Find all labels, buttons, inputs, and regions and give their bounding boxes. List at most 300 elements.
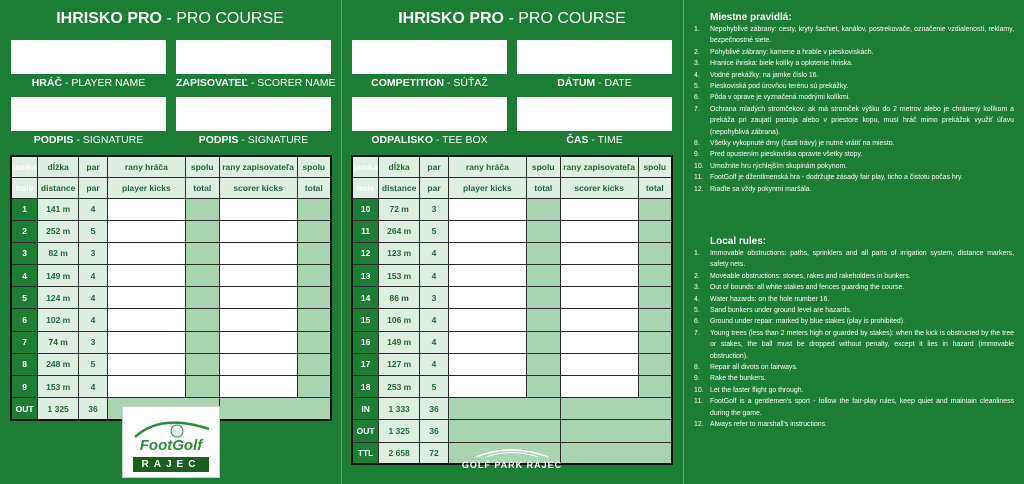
rule-item (694, 294, 1014, 305)
player-kicks-cell[interactable] (107, 309, 185, 331)
column-header: player kicks (107, 177, 185, 198)
rule-number: 8. (694, 364, 700, 372)
rule-number: 9. (694, 151, 700, 159)
totals-par: 36 (420, 420, 449, 442)
player-kicks-cell[interactable] (107, 353, 185, 375)
column-header: rany hráča (107, 156, 185, 177)
hole-row (352, 376, 672, 398)
rule-item (694, 184, 1014, 195)
golf-park-rajec-brand (342, 446, 682, 470)
hole-number: 15 (352, 309, 379, 331)
hole-par: 4 (420, 353, 449, 375)
rule-text: Pred opustením pieskoviska opravte všetky stopy. (710, 151, 863, 159)
course-title: IHRISKO PRO - PRO COURSE (56, 10, 284, 27)
table-header-row (352, 156, 672, 177)
scorer-total-cell[interactable] (638, 265, 672, 287)
totals-row (352, 420, 672, 442)
column-header: total (185, 177, 219, 198)
table-header-row (11, 156, 331, 177)
hole-distance: 74 m (38, 331, 79, 353)
rule-item (694, 24, 1014, 47)
totals-par: 36 (420, 398, 449, 420)
totals-distance: 2 658 (379, 442, 420, 464)
player-kicks-cell[interactable] (448, 220, 526, 242)
rule-number: 7. (694, 329, 700, 337)
column-header: dĺžka (379, 156, 420, 177)
player-kicks-cell[interactable] (448, 265, 526, 287)
rule-item (694, 305, 1014, 316)
hole-distance: 127 m (379, 353, 420, 375)
scorer-total-cell[interactable] (297, 353, 331, 375)
player-total-cell[interactable] (526, 265, 560, 287)
rule-number: 11. (694, 398, 704, 406)
hole-distance: 248 m (38, 353, 79, 375)
rule-item (694, 385, 1014, 396)
hole-par: 4 (420, 309, 449, 331)
hole-distance: 72 m (379, 198, 420, 220)
player-total-cell[interactable] (526, 220, 560, 242)
player-total-cell[interactable] (526, 242, 560, 264)
rule-item (694, 104, 1014, 138)
rule-number: 7. (694, 105, 700, 113)
player-signature-field[interactable] (11, 97, 166, 131)
hole-row (11, 198, 331, 220)
column-header: rany zapisovateľa (219, 156, 297, 177)
player-total-cell[interactable] (185, 220, 219, 242)
hole-row (11, 265, 331, 287)
column-header: spolu (638, 156, 672, 177)
scorer-kicks-cell[interactable] (219, 198, 297, 220)
rule-number: 4. (694, 295, 700, 303)
column-header: spolu (297, 156, 331, 177)
hole-par: 4 (420, 331, 449, 353)
player-total-cell[interactable] (526, 331, 560, 353)
totals-row (352, 398, 672, 420)
hole-row (11, 331, 331, 353)
scorer-total-cell[interactable] (638, 242, 672, 264)
rule-number: 10. (694, 386, 704, 394)
scorer-kicks-cell[interactable] (219, 353, 297, 375)
hole-row (352, 287, 672, 309)
player-total-cell[interactable] (526, 353, 560, 375)
player-total-cell[interactable] (526, 287, 560, 309)
scorer-total-cell[interactable] (638, 376, 672, 398)
column-header: dĺžka (38, 156, 79, 177)
rule-item (694, 316, 1014, 327)
scorer-kicks-cell[interactable] (219, 220, 297, 242)
scorer-total-cell[interactable] (297, 331, 331, 353)
hole-row (352, 198, 672, 220)
player-kicks-cell[interactable] (107, 198, 185, 220)
hole-row (11, 242, 331, 264)
totals-distance: 1 333 (379, 398, 420, 420)
scorer-kicks-cell[interactable] (560, 309, 638, 331)
player-kicks-cell[interactable] (107, 376, 185, 398)
rule-number: 1. (694, 26, 700, 33)
date-field[interactable] (517, 40, 672, 74)
scorer-kicks-cell[interactable] (219, 331, 297, 353)
tee-box-label: ODPALISKO - TEE BOX (371, 134, 488, 146)
hole-row (11, 220, 331, 242)
hole-row (352, 331, 672, 353)
rule-number: 6. (694, 94, 700, 102)
hole-row (11, 353, 331, 375)
player-kicks-cell[interactable] (448, 242, 526, 264)
rule-item (694, 419, 1014, 430)
totals-distance: 1 325 (379, 420, 420, 442)
player-total-cell[interactable] (526, 309, 560, 331)
player-total-cell[interactable] (526, 376, 560, 398)
hole-row (352, 265, 672, 287)
scorer-total-cell[interactable] (638, 331, 672, 353)
hole-distance: 153 m (379, 265, 420, 287)
hole-number: 12 (352, 242, 379, 264)
scorer-total-cell[interactable] (297, 265, 331, 287)
hole-distance: 264 m (379, 220, 420, 242)
rule-number: 6. (694, 318, 700, 326)
hole-par: 5 (420, 376, 449, 398)
scorer-totals-cell[interactable] (560, 420, 672, 442)
rule-text: Vodné prekážky: na jamke číslo 16. (710, 71, 819, 79)
player-total-cell[interactable] (526, 198, 560, 220)
rule-text: Moveable obstructions: stones, rakes and rakeholders in bunkers. (710, 272, 911, 280)
hole-par: 3 (420, 198, 449, 220)
column-header: scorer kicks (560, 177, 638, 198)
local-rules-en-list (694, 248, 1014, 431)
hole-distance: 124 m (38, 287, 79, 309)
time-label: ČAS - TIME (566, 134, 623, 146)
rule-item (694, 282, 1014, 293)
rule-item (694, 47, 1014, 58)
scorer-kicks-cell[interactable] (219, 309, 297, 331)
totals-label: IN (352, 398, 379, 420)
course-title: IHRISKO PRO - PRO COURSE (398, 10, 626, 27)
hole-number: 13 (352, 265, 379, 287)
scorer-kicks-cell[interactable] (560, 220, 638, 242)
rule-number: 12. (694, 185, 704, 193)
player-total-cell[interactable] (185, 265, 219, 287)
rule-text: Repair all divots on fairways. (710, 364, 798, 372)
rules-panel (684, 0, 1024, 484)
hole-distance: 149 m (379, 331, 420, 353)
hole-distance: 102 m (38, 309, 79, 331)
scorer-total-cell[interactable] (638, 309, 672, 331)
scorer-kicks-cell[interactable] (219, 265, 297, 287)
column-header: rany zapisovateľa (560, 156, 638, 177)
rule-text: Let the faster flight go through. (710, 386, 804, 394)
rule-text: Sand bunkers under ground level are hazards. (710, 307, 852, 315)
rule-number: 3. (694, 60, 700, 68)
tee-box-field[interactable] (352, 97, 507, 131)
player-kicks-cell[interactable] (107, 287, 185, 309)
player-kicks-cell[interactable] (107, 220, 185, 242)
totals-par: 72 (420, 442, 449, 464)
hole-distance: 106 m (379, 309, 420, 331)
rule-text: Pohyblivé zábrany: kamene a hrable v pieskoviskách. (710, 48, 874, 56)
rule-item (694, 328, 1014, 362)
column-header: par (79, 156, 108, 177)
rule-text: Immovable obstructions: paths, sprinklers and all parts of irrigation system, distance markers, safety nets. (710, 250, 1014, 269)
back-nine-panel (342, 0, 682, 484)
rule-item (694, 149, 1014, 160)
rule-text: Water hazards: on the hole number 16. (710, 295, 830, 303)
player-kicks-cell[interactable] (448, 309, 526, 331)
hole-number: 14 (352, 287, 379, 309)
rule-number: 8. (694, 140, 700, 148)
brand-arc-icon (472, 446, 552, 458)
column-header: total (526, 177, 560, 198)
rule-number: 3. (694, 284, 700, 292)
scorer-totals-cell[interactable] (219, 398, 331, 420)
column-header: distance (379, 177, 420, 198)
player-totals-cell[interactable] (448, 420, 560, 442)
scorer-total-cell[interactable] (297, 242, 331, 264)
hole-number: 10 (352, 198, 379, 220)
scorer-total-cell[interactable] (297, 376, 331, 398)
logo-swoosh-icon (131, 417, 213, 439)
rule-number: 2. (694, 48, 700, 56)
hole-row (352, 220, 672, 242)
hole-distance: 86 m (379, 287, 420, 309)
competition-label: COMPETITION - SÚŤAŽ (371, 77, 488, 89)
hole-row (11, 376, 331, 398)
date-label: DÁTUM - DATE (557, 77, 632, 89)
hole-row (352, 242, 672, 264)
hole-number: 16 (352, 331, 379, 353)
rule-text: FootGolf is a gentlemen's sport - follow the fair-play rules, keep quiet and maintain cleanliness during the game. (710, 398, 1014, 417)
scorer-kicks-cell[interactable] (560, 287, 638, 309)
hole-row (11, 309, 331, 331)
player-total-cell[interactable] (185, 198, 219, 220)
column-header: spolu (526, 156, 560, 177)
scorer-kicks-cell[interactable] (560, 376, 638, 398)
rule-text: Hranice ihriska: biele kolíky a oplotenie ihriska. (710, 60, 853, 68)
rule-text: Always refer to marshall's instructions. (710, 421, 827, 429)
hole-number: 11 (352, 220, 379, 242)
player-total-cell[interactable] (185, 242, 219, 264)
player-kicks-cell[interactable] (107, 242, 185, 264)
hole-number: 17 (352, 353, 379, 375)
hole-par: 4 (79, 198, 108, 220)
scorer-kicks-cell[interactable] (219, 242, 297, 264)
logo-town: RAJEC (133, 457, 209, 472)
column-header: rany hráča (448, 156, 526, 177)
rule-text: Out of bounds: all white stakes and fences guarding the course. (710, 284, 905, 292)
column-header: par (420, 156, 449, 177)
player-kicks-cell[interactable] (107, 265, 185, 287)
rule-text: Rake the bunkers. (710, 375, 766, 383)
front-nine-panel (0, 0, 340, 484)
hole-number: 1 (11, 198, 38, 220)
scorer-total-cell[interactable] (297, 309, 331, 331)
player-kicks-cell[interactable] (448, 331, 526, 353)
rule-number: 10. (694, 162, 704, 170)
table-header-row (352, 177, 672, 198)
local-rules-en-heading: Local rules: (710, 236, 767, 247)
hole-number: 7 (11, 331, 38, 353)
time-field[interactable] (517, 97, 672, 131)
totals-par: 36 (79, 398, 108, 420)
local-rules-sk-list (694, 24, 1014, 195)
table-header-row (11, 177, 331, 198)
totals-label: TTL (352, 442, 379, 464)
column-header: spolu (185, 156, 219, 177)
rule-number: 4. (694, 71, 700, 79)
scorer-kicks-cell[interactable] (560, 353, 638, 375)
column-header: distance (38, 177, 79, 198)
rule-text: Pôda v oprave je vyznačená modrými kolíkmi. (710, 94, 851, 102)
hole-row (352, 353, 672, 375)
totals-label: OUT (352, 420, 379, 442)
column-header: hole (11, 177, 38, 198)
scorer-kicks-cell[interactable] (560, 198, 638, 220)
rule-number: 11. (694, 174, 704, 182)
brand-text: GOLF PARK RAJEC (461, 460, 563, 470)
rule-item (694, 92, 1014, 103)
hole-par: 3 (79, 331, 108, 353)
hole-number: 2 (11, 220, 38, 242)
hole-par: 4 (79, 265, 108, 287)
player-kicks-cell[interactable] (448, 376, 526, 398)
player-kicks-cell[interactable] (448, 287, 526, 309)
player-name-label: HRÁČ - PLAYER NAME (31, 77, 146, 89)
rule-text: Ochrana mladých stromčekov: ak má stromček výšku do 2 metrov alebo je chránený kolíkom a prekáža pri zaujatí postoja alebo v priestore kopu, musí hráč mimo prekážok využiť úľavu (nepohyblivá zábrana). (710, 105, 1014, 136)
player-kicks-cell[interactable] (448, 353, 526, 375)
hole-par: 4 (79, 309, 108, 331)
player-name-field[interactable] (11, 40, 166, 74)
local-rules-sk-heading: Miestne pravidlá: (710, 12, 792, 23)
rule-number: 2. (694, 272, 700, 280)
hole-distance: 253 m (379, 376, 420, 398)
rule-text: FootGolf je džentlmenská hra - dodržujte zásady fair play, ticho a čistotu počas hry. (710, 174, 963, 182)
scorer-signature-label: PODPIS - SIGNATURE (198, 134, 309, 146)
column-header: par (420, 177, 449, 198)
hole-distance: 153 m (38, 376, 79, 398)
hole-distance: 123 m (379, 242, 420, 264)
hole-number: 8 (11, 353, 38, 375)
rule-number: 12. (694, 421, 704, 429)
hole-par: 5 (79, 220, 108, 242)
rule-item (694, 248, 1014, 271)
rule-text: Ground under repair: marked by blue stakes (play is prohibited). (710, 318, 905, 326)
hole-par: 4 (420, 242, 449, 264)
hole-number: 6 (11, 309, 38, 331)
player-totals-cell[interactable] (448, 398, 560, 420)
rule-item (694, 396, 1014, 419)
column-header: total (297, 177, 331, 198)
scorecard-back-nine (351, 155, 673, 465)
hole-number: 9 (11, 376, 38, 398)
rule-item (694, 81, 1014, 92)
rule-text: Young trees (less than 2 meters high or guarded by stakes): when the kick is obstructed by the tree or stakes, the ball must be dropped without penalty, except it lies in hazard (immovable obstruction). (710, 329, 1014, 360)
rule-text: Všetky vykopnuté drny (časti trávy) je nutné vrátiť na miesto. (710, 140, 895, 148)
scorer-total-cell[interactable] (297, 220, 331, 242)
scorer-signature-field[interactable] (176, 97, 331, 131)
player-total-cell[interactable] (185, 287, 219, 309)
hole-distance: 149 m (38, 265, 79, 287)
scorer-total-cell[interactable] (297, 198, 331, 220)
rule-item (694, 362, 1014, 373)
column-header: total (638, 177, 672, 198)
hole-number: 5 (11, 287, 38, 309)
footgolf-rajec-logo (122, 406, 220, 478)
column-header: par (79, 177, 108, 198)
totals-label: OUT (11, 398, 38, 420)
rule-number: 5. (694, 307, 700, 315)
totals-distance: 1 325 (38, 398, 79, 420)
rule-item (694, 172, 1014, 183)
rule-item (694, 138, 1014, 149)
player-total-cell[interactable] (185, 376, 219, 398)
rule-text: Umožnite hru rýchlejším skupinám pokynom. (710, 162, 848, 170)
hole-par: 3 (420, 287, 449, 309)
rule-text: Riaďte sa vždy pokynmi maršála. (710, 185, 812, 193)
column-header: hole (352, 177, 379, 198)
scorer-total-cell[interactable] (638, 353, 672, 375)
scorer-name-field[interactable] (176, 40, 331, 74)
scorer-total-cell[interactable] (638, 198, 672, 220)
rule-item (694, 70, 1014, 81)
rule-text: Pieskoviská pod úrovňou terénu sú prekážky. (710, 83, 849, 91)
scorer-totals-cell[interactable] (560, 398, 672, 420)
hole-distance: 141 m (38, 198, 79, 220)
hole-row (352, 309, 672, 331)
hole-par: 4 (79, 376, 108, 398)
rule-item (694, 58, 1014, 69)
scorer-kicks-cell[interactable] (560, 265, 638, 287)
hole-number: 4 (11, 265, 38, 287)
hole-distance: 82 m (38, 242, 79, 264)
logo-name: FootGolf (139, 437, 203, 454)
scorer-kicks-cell[interactable] (560, 242, 638, 264)
player-kicks-cell[interactable] (448, 198, 526, 220)
player-total-cell[interactable] (185, 353, 219, 375)
scorer-total-cell[interactable] (638, 287, 672, 309)
hole-par: 3 (79, 242, 108, 264)
hole-par: 5 (420, 220, 449, 242)
hole-par: 4 (420, 265, 449, 287)
rule-number: 5. (694, 83, 700, 91)
scorecard-front-nine (10, 155, 332, 421)
player-signature-label: PODPIS - SIGNATURE (33, 134, 144, 146)
hole-number: 18 (352, 376, 379, 398)
hole-distance: 252 m (38, 220, 79, 242)
rule-item (694, 373, 1014, 384)
scorer-kicks-cell[interactable] (560, 331, 638, 353)
scorer-kicks-cell[interactable] (219, 376, 297, 398)
scorer-total-cell[interactable] (638, 220, 672, 242)
hole-number: 3 (11, 242, 38, 264)
player-kicks-cell[interactable] (107, 331, 185, 353)
column-header: jamka (11, 156, 38, 177)
rule-item (694, 271, 1014, 282)
hole-par: 5 (79, 353, 108, 375)
rule-number: 1. (694, 250, 700, 257)
rule-item (694, 161, 1014, 172)
column-header: jamka (352, 156, 379, 177)
scorer-name-label: ZAPISOVATEĽ - SCORER NAME (176, 77, 336, 89)
scorer-total-cell[interactable] (297, 287, 331, 309)
competition-field[interactable] (352, 40, 507, 74)
hole-par: 4 (79, 287, 108, 309)
player-total-cell[interactable] (185, 309, 219, 331)
player-total-cell[interactable] (185, 331, 219, 353)
column-header: scorer kicks (219, 177, 297, 198)
hole-row (11, 287, 331, 309)
rule-text: Nepohyblivé zábrany: cesty, kryty šachiet, kanálov, postrekovače, označenie vzdialeností, reklamy, bezpečnostné siete. (710, 26, 1014, 45)
column-header: player kicks (448, 177, 526, 198)
scorer-kicks-cell[interactable] (219, 287, 297, 309)
